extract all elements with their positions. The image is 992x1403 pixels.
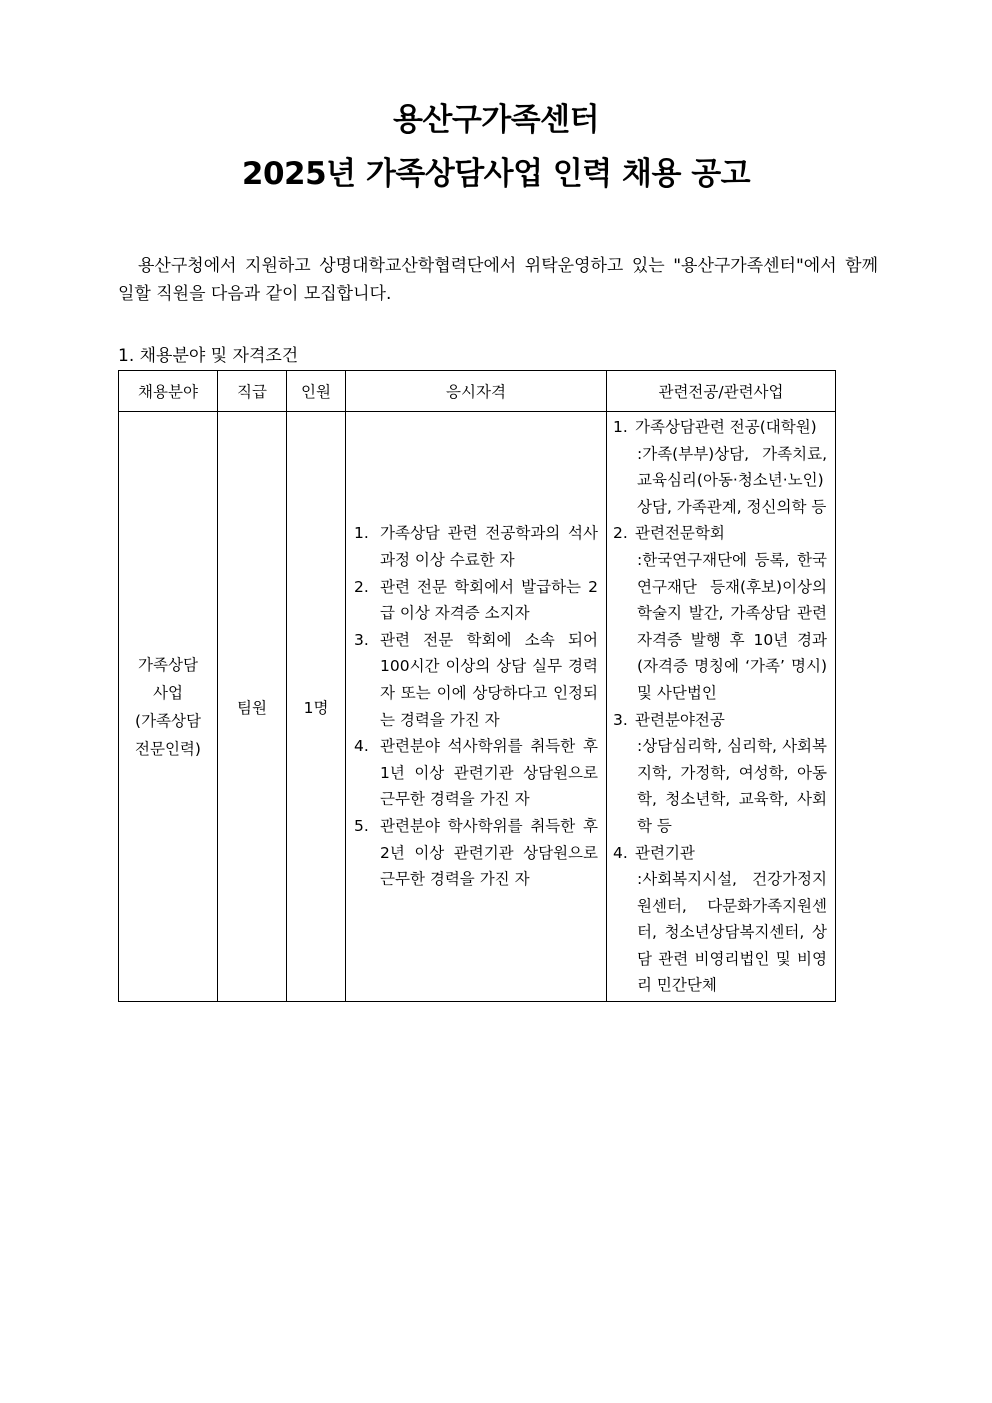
header-related-majors: 관련전공/관련사업 <box>607 371 836 412</box>
item-text: 관련 전문 학회에 소속 되어 100시간 이상의 상담 실무 경력자 또는 이에 상당하다고 인정되는 경력을 가진 자 <box>380 630 598 729</box>
header-rank: 직급 <box>218 371 287 412</box>
header-count: 인원 <box>287 371 346 412</box>
document-title-line2: 2025년 가족상담사업 인력 채용 공고 <box>241 156 751 192</box>
section-heading: 1. 채용분야 및 자격조건 <box>118 346 299 366</box>
list-item <box>354 520 598 573</box>
document-title-line1: 용산구가족센터 <box>392 102 600 138</box>
header-qualifications: 응시자격 <box>346 371 607 412</box>
cell-rank: 팀원 <box>218 412 287 1002</box>
item-detail: :한국연구재단에 등록, 한국연구재단 등재(후보)이상의 학술지 발간, 가족상담 관련 자격증 발행 후 10년 경과(자격증 명칭에 ‘가족’ 명시) 및 사단법인 <box>637 550 827 702</box>
list-item <box>354 733 598 813</box>
item-number: 3. <box>613 710 628 729</box>
field-line: 사업 <box>153 683 183 702</box>
item-number: 4. <box>613 843 628 862</box>
item-number: 5. <box>354 816 369 835</box>
item-text: 관련분야 석사학위를 취득한 후 1년 이상 관련기관 상담원으로 근무한 경력을 가진 자 <box>380 737 598 809</box>
item-title: 관련전문학회 <box>635 524 725 543</box>
item-title: 관련기관 <box>635 843 695 862</box>
field-line: 가족상담 <box>138 655 198 674</box>
item-text: 관련분야 학사학위를 취득한 후 2년 이상 관련기관 상담원으로 근무한 경력을 가진 자 <box>380 816 598 889</box>
item-number: 4. <box>354 737 369 756</box>
item-text: 가족상담 관련 전공학과의 석사과정 이상 수료한 자 <box>380 524 598 569</box>
item-detail: :가족(부부)상담, 가족치료, 교육심리(아동·청소년·노인) 상담, 가족관계, 정신의학 등 <box>637 444 827 516</box>
item-number: 3. <box>354 630 369 649</box>
list-item <box>613 707 827 840</box>
item-detail: :상담심리학, 심리학, 사회복지학, 가정학, 여성학, 아동학, 청소년학, 교육학, 사회학 등 <box>637 737 827 835</box>
field-line: 전문인력) <box>135 739 201 758</box>
header-field: 채용분야 <box>119 371 218 412</box>
list-item <box>613 414 827 520</box>
item-number: 2. <box>354 577 369 596</box>
list-item <box>613 840 827 1000</box>
major-list <box>613 414 827 999</box>
qualification-list <box>354 520 598 892</box>
recruitment-table <box>118 370 836 1002</box>
item-number: 1. <box>354 524 369 543</box>
list-item <box>613 520 827 706</box>
item-number: 2. <box>613 524 628 543</box>
item-title: 관련분야전공 <box>635 710 725 729</box>
list-item <box>354 813 598 893</box>
cell-field <box>119 412 218 1002</box>
list-item <box>354 627 598 733</box>
item-detail: :사회복지시설, 건강가정지원센터, 다문화가족지원센터, 청소년상담복지센터, 상담 관련 비영리법인 및 비영리 민간단체 <box>637 870 827 995</box>
intro-paragraph: 용산구청에서 지원하고 상명대학교산학협력단에서 위탁운영하고 있는 "용산구가족센터"에서 함께 일할 직원을 다음과 같이 모집합니다. <box>118 256 878 304</box>
cell-count: 1명 <box>287 412 346 1002</box>
table-row <box>119 412 836 1002</box>
cell-related-majors <box>607 412 836 1002</box>
item-text: 관련 전문 학회에서 발급하는 2급 이상 자격증 소지자 <box>380 577 598 623</box>
item-number: 1. <box>613 418 628 436</box>
cell-qualifications <box>346 412 607 1002</box>
field-line: (가족상담 <box>135 711 201 730</box>
table-header-row <box>119 371 836 412</box>
item-title: 가족상담관련 전공(대학원) <box>635 418 817 436</box>
list-item <box>354 574 598 627</box>
